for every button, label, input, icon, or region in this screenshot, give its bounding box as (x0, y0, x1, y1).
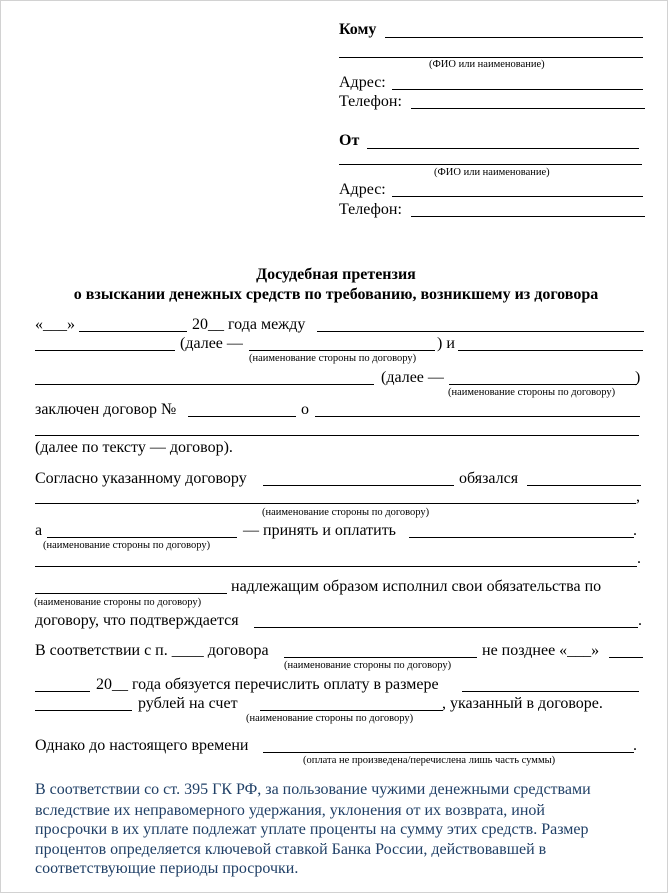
dot-1: . (633, 522, 637, 539)
party-2-alias-line (449, 384, 637, 385)
fio-hint-1: (ФИО или наименование) (429, 59, 545, 70)
and-text: ) и (437, 335, 455, 352)
year-obliged-text: 20__ года обязуется перечислить оплату в размере (96, 676, 439, 693)
obligation-line-2 (35, 503, 636, 504)
hint-party-4: (наименование стороны по договору) (43, 540, 211, 551)
dot-2: . (637, 550, 641, 567)
party-6-line (284, 657, 477, 658)
interest-paragraph-line-2: вследствие их неправомерного удержания, уклонения от их возврата, иной (35, 802, 545, 819)
party-1-line-2 (35, 350, 175, 351)
amount-line (462, 691, 639, 692)
contract-no-line (188, 416, 296, 417)
dot-4: . (633, 737, 637, 754)
party-1-alias-line (249, 350, 435, 351)
to-label: Кому (339, 21, 377, 38)
hereinafter-2: (далее — (381, 369, 444, 386)
hereinafter-contract: (далее по тексту — договор). (35, 439, 233, 456)
dot-3: . (638, 612, 642, 629)
date-open: «___» (35, 316, 75, 333)
title-line-2: о взыскании денежных средств по требованию, возникшему из договора (73, 286, 599, 303)
phone-line-1 (411, 108, 645, 109)
amount-line-2 (35, 710, 132, 711)
year-between: 20__ года между (192, 316, 306, 333)
party-2-line-2 (35, 384, 374, 385)
per-clause-text: В соответствии с п. ____ договора (35, 642, 269, 659)
obligation-line (527, 485, 641, 486)
accept-line-2 (35, 566, 637, 567)
a-text: а (35, 522, 43, 539)
contract-no-text: заключен договор № (35, 401, 177, 418)
party-5-line (35, 593, 227, 594)
comma: , (636, 488, 640, 505)
party-2-line (458, 350, 643, 351)
party-3-line (263, 485, 454, 486)
not-later-text: не позднее «___» (482, 642, 600, 659)
to-line-2 (339, 57, 643, 58)
hint-party-2: (наименование стороны по договору) (448, 387, 616, 398)
accept-pay-text: — принять и оплатить (243, 522, 396, 539)
interest-paragraph-line-3: просрочки в их уплате подлежат уплате проценты на сумму этих средств. Размер (35, 821, 589, 838)
hint-payment: (оплата не произведена/перечислена лишь часть суммы) (303, 755, 556, 766)
accept-line (409, 537, 634, 538)
address-label-1: Адрес: (339, 74, 386, 91)
from-line-2 (339, 164, 642, 165)
to-line (385, 37, 643, 38)
contract-subject-line-2 (35, 435, 639, 436)
hint-party-5: (наименование стороны по договору) (34, 597, 202, 608)
title-line-1: Досудебная претензия (256, 266, 416, 283)
interest-paragraph-line-5: соответствующие периоды просрочки. (35, 860, 299, 877)
however-text: Однако до настоящего времени (35, 737, 249, 754)
phone-line-2 (411, 216, 645, 217)
fulfilled-text: надлежащим образом исполнил свои обязательства по (231, 578, 602, 595)
payment-status-line (263, 752, 634, 753)
from-label: От (339, 132, 360, 149)
rub-account-text: рублей на счет (138, 695, 238, 712)
close-paren: ) (635, 369, 641, 386)
interest-paragraph-line-4: процентов определяется ключевой ставкой Банка России, действовавшей в (35, 841, 547, 858)
account-line (260, 710, 443, 711)
about-text: о (301, 401, 309, 418)
specified-text: , указанный в договоре. (442, 695, 603, 712)
address-line-1 (392, 89, 643, 90)
confirmation-line (254, 627, 638, 628)
obliged-text: обязался (459, 470, 519, 487)
address-label-2: Адрес: (339, 181, 386, 198)
confirmed-text: договору, что подтверждается (35, 612, 239, 629)
per-contract-text: Согласно указанному договору (35, 470, 247, 487)
deadline-month-line-2 (35, 691, 90, 692)
party-4-line (47, 537, 237, 538)
interest-paragraph-line-1: В соответствии со ст. 395 ГК РФ, за пользование чужими денежными средствами (35, 781, 591, 798)
fio-hint-2: (ФИО или наименование) (434, 167, 550, 178)
hint-party-6: (наименование стороны по договору) (284, 660, 452, 671)
hereinafter-1: (далее — (180, 335, 243, 352)
from-line (367, 148, 639, 149)
address-line-2 (392, 196, 643, 197)
hint-party-1: (наименование стороны по договору) (249, 353, 417, 364)
deadline-month-line (609, 657, 643, 658)
hint-party-7: (наименование стороны по договору) (246, 713, 414, 724)
phone-label-1: Телефон: (339, 93, 402, 110)
contract-subject-line (315, 416, 640, 417)
hint-party-3: (наименование стороны по договору) (262, 507, 430, 518)
party-1-line (317, 331, 644, 332)
phone-label-2: Телефон: (339, 201, 402, 218)
date-month-line (79, 331, 187, 332)
